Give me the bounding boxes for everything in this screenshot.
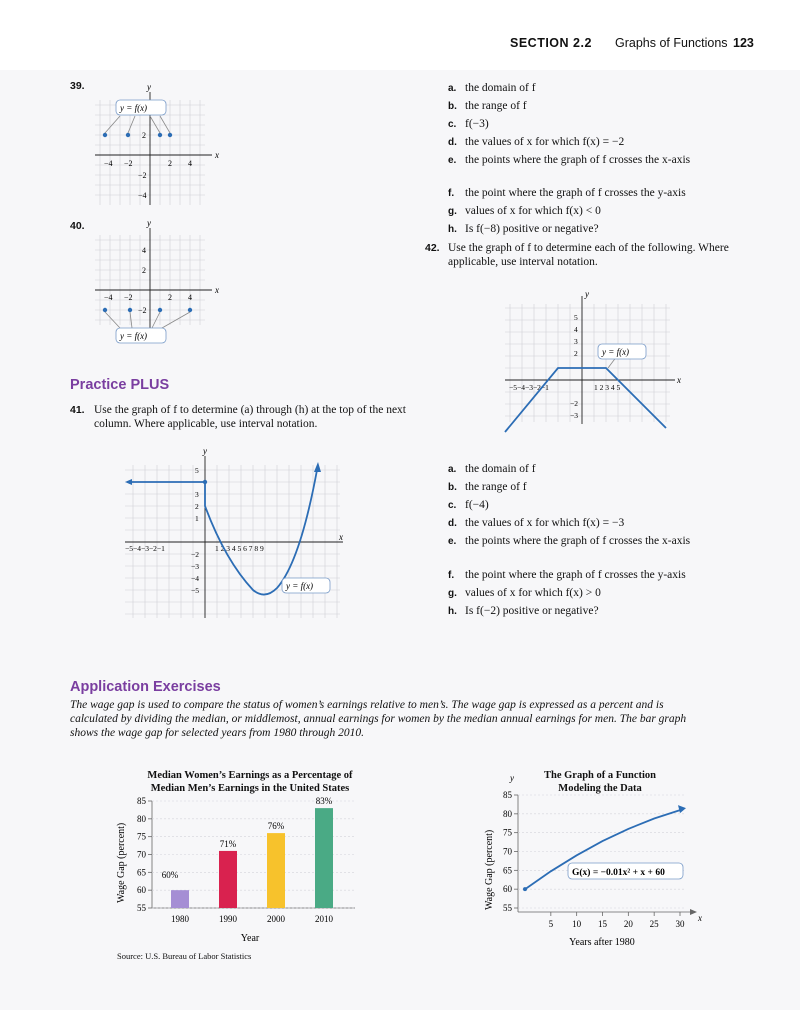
ex42-number: 42.	[425, 242, 440, 254]
section-title: Graphs of Functions	[615, 36, 728, 50]
y-tick-label: 70	[503, 846, 512, 857]
list-item: h. Is f(−2) positive or negative?	[448, 605, 599, 617]
page-header	[0, 0, 800, 70]
function-label: y = f(x)	[120, 103, 148, 113]
tick-label: 5	[195, 466, 199, 475]
y-tick-label: 65	[503, 865, 512, 876]
data-point	[126, 133, 130, 137]
list-item: h. Is f(−8) positive or negative?	[448, 223, 599, 235]
x-tick-label: 2010	[315, 914, 333, 924]
y-tick-label: 60	[503, 884, 512, 895]
tick-label: 2	[574, 349, 578, 358]
function-label: y = f(x)	[602, 347, 630, 357]
y-axis-label: y	[510, 773, 514, 783]
y-axis-title: Wage Gap (percent)	[116, 822, 127, 903]
x-axis-label: x	[677, 375, 681, 385]
x-axis-label: x	[339, 532, 343, 542]
list-item: f. the point where the graph of f crosses the y-axis	[448, 569, 686, 581]
tick-label: −3	[570, 411, 578, 420]
tick-label: −4	[138, 191, 147, 200]
x-tick-label: 5	[548, 919, 554, 929]
tick-label: 4	[188, 159, 192, 168]
tick-label: −2	[124, 293, 133, 302]
ex42-graph	[505, 289, 685, 427]
x-axis-label: x	[215, 285, 219, 295]
arrow-head	[314, 462, 321, 472]
tick-label: 2	[168, 159, 172, 168]
x-tick-label: 1990	[219, 914, 237, 924]
tick-labels: −5−4−3−2−1	[509, 383, 549, 392]
x-tick-label: 2000	[267, 914, 285, 924]
data-label: 83%	[315, 796, 333, 807]
data-point	[158, 308, 162, 312]
y-tick-label: 55	[503, 903, 512, 913]
ex39-graph	[90, 80, 230, 210]
list-item: a. the domain of f	[448, 82, 536, 94]
tick-label: 3	[195, 490, 199, 499]
x-axis-title: Year	[240, 933, 260, 944]
ex39-number: 39.	[70, 80, 85, 92]
ex41-number: 41.	[70, 404, 85, 416]
tick-label: −4	[104, 159, 113, 168]
data-label: 60%	[161, 870, 179, 881]
section-label: SECTION 2.2	[510, 36, 592, 50]
application-heading: Application Exercises	[70, 679, 221, 695]
list-item: b. the range of f	[448, 481, 527, 493]
arrow-head	[678, 805, 686, 813]
bar-1990	[219, 851, 237, 908]
tick-labels: −5−4−3−2−1	[125, 544, 165, 553]
list-item: d. the values of x for which f(x) = −2	[448, 136, 625, 148]
list-item: b. the range of f	[448, 100, 527, 112]
tick-label: 2	[142, 131, 146, 140]
list-item: d. the values of x for which f(x) = −3	[448, 517, 625, 529]
x-tick-label: 25	[649, 919, 659, 929]
data-point	[158, 133, 162, 137]
tick-labels: 1 2 3 4 5	[594, 383, 621, 392]
x-axis-label: x	[215, 150, 219, 160]
list-item: c. f(−4)	[448, 499, 489, 511]
tick-label: −2	[570, 399, 578, 408]
y-tick-label: 60	[137, 885, 146, 896]
curve-chart-title: The Graph of a Function Modeling the Data	[543, 770, 656, 794]
ex41-prompt: Use the graph of f to determine (a) through (h) at the top of the next column. Where applicable, use interval notation.	[94, 404, 406, 430]
tick-label: 2	[195, 502, 199, 511]
x-axis-title: Years after 1980	[569, 937, 635, 948]
y-tick-label: 75	[503, 827, 512, 838]
arrow-head	[690, 909, 697, 915]
tick-label: 3	[574, 337, 578, 346]
y-tick-label: 80	[137, 813, 146, 824]
tick-label: −5	[191, 586, 199, 595]
tick-label: 2	[168, 293, 172, 302]
tick-label: −2	[138, 171, 147, 180]
tick-label: 4	[142, 246, 146, 255]
y-axis-label: y	[585, 289, 589, 299]
bar-2010	[315, 808, 333, 908]
practice-plus-heading: Practice PLUS	[70, 377, 170, 393]
tick-label: 4	[188, 293, 192, 302]
function-label: y = f(x)	[120, 331, 148, 341]
data-point	[188, 308, 192, 312]
tick-label: 2	[142, 266, 146, 275]
data-point	[103, 308, 107, 312]
curve-chart	[480, 775, 710, 950]
y-axis-label: y	[147, 82, 151, 92]
formula-label: G(x) = −0.01x² + x + 60	[572, 868, 665, 878]
data-point	[128, 308, 132, 312]
data-point	[103, 133, 107, 137]
y-tick-label: 75	[137, 831, 146, 842]
x-axis-label: x	[698, 913, 702, 923]
y-axis-label: y	[203, 446, 207, 456]
tick-label: 5	[574, 313, 578, 322]
list-item: f. the point where the graph of f crosses the y-axis	[448, 187, 686, 199]
x-tick-label: 15	[598, 919, 607, 929]
y-axis-title: Wage Gap (percent)	[484, 829, 495, 910]
y-tick-label: 55	[137, 903, 146, 913]
tick-label: 1	[195, 514, 199, 523]
function-label: y = f(x)	[286, 581, 314, 591]
y-tick-label: 70	[137, 849, 146, 860]
y-tick-label: 85	[503, 790, 512, 800]
data-label: 71%	[219, 838, 237, 849]
x-tick-label: 30	[675, 919, 685, 929]
tick-labels: 1 2 3 4 5 6 7 8 9	[215, 544, 264, 553]
bar-2000	[267, 833, 285, 908]
data-label: 76%	[267, 821, 285, 832]
y-axis-label: y	[147, 218, 151, 228]
data-point	[203, 480, 207, 484]
tick-label: −2	[191, 550, 199, 559]
x-tick-label: 20	[623, 919, 633, 929]
ex41-graph	[125, 446, 355, 620]
chart-source: Source: U.S. Bureau of Labor Statistics	[117, 951, 252, 961]
function-curve-right	[205, 470, 317, 595]
y-tick-label: 65	[137, 867, 146, 878]
bar-chart	[110, 795, 370, 950]
bar-chart-title: Median Women’s Earnings as a Percentage of Median Men’s Earnings in the United States	[147, 770, 353, 794]
y-tick-label: 85	[137, 796, 146, 806]
tick-label: −2	[124, 159, 133, 168]
list-item: g. values of x for which f(x) > 0	[448, 587, 601, 599]
list-item: e. the points where the graph of f crosses the x-axis	[448, 154, 691, 166]
list-item: c. f(−3)	[448, 118, 489, 130]
tick-label: −4	[191, 574, 199, 583]
tick-label: −3	[191, 562, 199, 571]
tick-label: −4	[104, 293, 113, 302]
arrow-head	[125, 479, 132, 485]
x-tick-label: 10	[572, 919, 582, 929]
ex40-graph	[90, 220, 230, 350]
tick-label: −2	[138, 306, 147, 315]
page-number: 123	[733, 36, 754, 50]
bar-1980	[171, 890, 189, 908]
ex40-number: 40.	[70, 220, 85, 232]
curve-start-point	[523, 887, 527, 891]
ex42-prompt: Use the graph of f to determine each of the following. Where applicable, use interval notation.	[448, 242, 729, 268]
list-item: g. values of x for which f(x) < 0	[448, 205, 601, 217]
x-tick-label: 1980	[171, 914, 189, 924]
data-point	[168, 133, 172, 137]
list-item: e. the points where the graph of f crosses the x-axis	[448, 535, 691, 547]
tick-label: 4	[574, 325, 578, 334]
list-item: a. the domain of f	[448, 463, 536, 475]
application-intro: The wage gap is used to compare the status of women’s earnings relative to men’s. The wage gap is expressed as a percent and is calculated by dividing the median, or middlemost, annual earnings for women by the median annual earnings for men. The bar graph shows the wage gap for selected years from 1980 through 2010.	[70, 699, 687, 739]
y-tick-label: 80	[503, 808, 512, 819]
